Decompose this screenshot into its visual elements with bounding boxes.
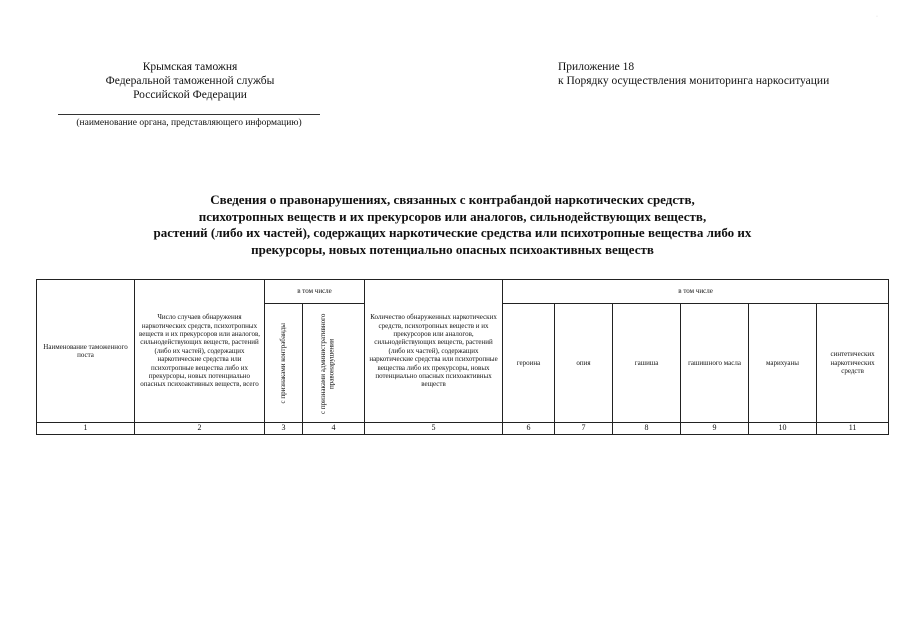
header-post-name: Наименование таможенного поста bbox=[37, 280, 135, 423]
org-underline bbox=[58, 114, 320, 115]
org-line-2: Федеральной таможенной службы bbox=[105, 75, 275, 87]
document-title bbox=[90, 192, 815, 258]
header-smuggling-signs-text: с признаками контрабанды bbox=[279, 322, 288, 404]
title-line-3: растений (либо их частей), содержащих наркотические средства или психотропные вещества либо их bbox=[153, 225, 752, 240]
column-number: 10 bbox=[749, 423, 817, 435]
report-table bbox=[36, 279, 889, 435]
header-total-cases: Число случаев обнаружения наркотических средств, психотропных веществ и их прекурсоров или аналогов, сильнодействующих веществ, растений (либо их частей), содержащих наркотические средства или психотропные вещества либо их прекурсоры, новых потенциально опасных психоактивных веществ, всего bbox=[135, 280, 265, 423]
annex-number: Приложение 18 bbox=[558, 61, 635, 73]
title-line-4: прекурсоры, новых потенциально опасных психоактивных веществ bbox=[251, 241, 654, 257]
column-number: 2 bbox=[135, 423, 265, 435]
header-quantity-detected: Количество обнаруженных наркотических средств, психотропных веществ и их прекурсоров или аналогов, сильнодействующих веществ, растений (либо их частей), содержащих наркотические средства или психотропные вещества либо их прекурсоры, новых потенциально опасных психоактивных веществ bbox=[365, 280, 503, 423]
header-heroin: героина bbox=[503, 304, 555, 423]
header-marijuana: марихуаны bbox=[749, 304, 817, 423]
header-administrative-signs-text: с признаками административного правонарушения bbox=[318, 312, 335, 414]
column-number: 5 bbox=[365, 423, 503, 435]
title-line-1: Сведения о правонарушениях, связанных с контрабандой наркотических средств, bbox=[210, 192, 695, 207]
header-hashish: гашиша bbox=[613, 304, 681, 423]
column-number: 1 bbox=[37, 423, 135, 435]
org-caption: (наименование органа, представляющего информацию) bbox=[76, 118, 302, 128]
column-numbers-row bbox=[37, 423, 889, 435]
org-line-1: Крымская таможня bbox=[142, 61, 238, 73]
header-administrative-signs bbox=[303, 304, 365, 423]
annex-reference: к Порядку осуществления мониторинга наркоситуации bbox=[558, 75, 830, 87]
header-group-including-1: в том числе bbox=[265, 280, 365, 304]
column-number: 11 bbox=[817, 423, 889, 435]
header-smuggling-signs bbox=[265, 304, 303, 423]
organization-block bbox=[60, 60, 320, 102]
column-number: 8 bbox=[613, 423, 681, 435]
column-number: 3 bbox=[265, 423, 303, 435]
header-hashish-oil: гашишного масла bbox=[681, 304, 749, 423]
title-line-2: психотропных веществ и их прекурсоров или аналогов, сильнодействующих веществ, bbox=[198, 208, 707, 224]
column-number: 6 bbox=[503, 423, 555, 435]
header-group-including-2: в том числе bbox=[503, 280, 889, 304]
column-number: 7 bbox=[555, 423, 613, 435]
column-number: 9 bbox=[681, 423, 749, 435]
header-opium: опия bbox=[555, 304, 613, 423]
column-number: 4 bbox=[303, 423, 365, 435]
header-synthetic-drugs: синтетических наркотических средств bbox=[817, 304, 889, 423]
scan-speck: · bbox=[876, 14, 878, 20]
annex-block bbox=[558, 60, 829, 88]
org-line-3: Российской Федерации bbox=[133, 89, 247, 101]
